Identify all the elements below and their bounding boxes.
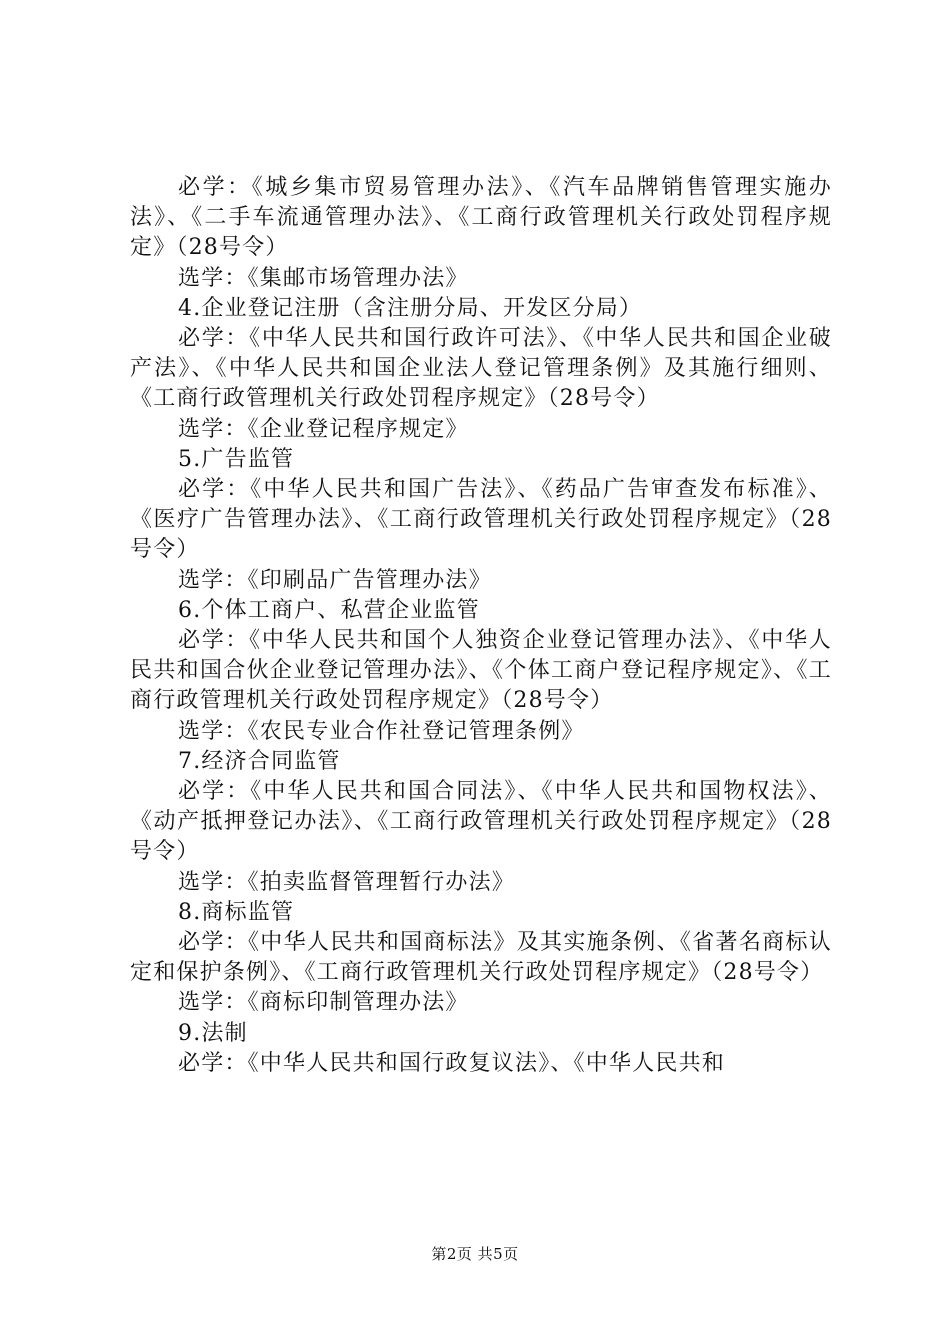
paragraph-required-market: 必学：《城乡集市贸易管理办法》、《汽车品牌销售管理实施办法》、《二手车流通管理办法》、《工商行政管理机关行政处罚程序规定》（28号令） bbox=[130, 175, 832, 261]
heading-legal: 9.法制 bbox=[178, 1020, 248, 1046]
paragraph-optional-individual: 选学：《农民专业合作社登记管理条例》 bbox=[178, 718, 585, 744]
heading-individual-private: 6.个体工商户、私营企业监管 bbox=[178, 597, 480, 623]
heading-enterprise-registration: 4.企业登记注册（含注册分局、开发区分局） bbox=[178, 295, 643, 321]
paragraph-optional-market: 选学：《集邮市场管理办法》 bbox=[178, 265, 469, 291]
heading-trademark: 8.商标监管 bbox=[178, 899, 295, 925]
paragraph-required-advertising: 必学：《中华人民共和国广告法》、《药品广告审查发布标准》、《医疗广告管理办法》、《工商行政管理机关行政处罚程序规定》（28号令） bbox=[130, 477, 832, 563]
paragraph-required-individual: 必学：《中华人民共和国个人独资企业登记管理办法》、《中华人民共和国合伙企业登记管理办法》、《个体工商户登记程序规定》、《工商行政管理机关行政处罚程序规定》（28号令） bbox=[130, 628, 832, 714]
paragraph-optional-enterprise: 选学：《企业登记程序规定》 bbox=[178, 416, 469, 442]
paragraph-required-enterprise: 必学：《中华人民共和国行政许可法》、《中华人民共和国企业破产法》、《中华人民共和国企业法人登记管理条例》及其施行细则、《工商行政管理机关行政处罚程序规定》（28号令） bbox=[130, 326, 832, 412]
paragraph-required-legal: 必学：《中华人民共和国行政复议法》、《中华人民共和 bbox=[178, 1050, 726, 1076]
page-number-footer: 第2页 共5页 bbox=[431, 1245, 519, 1263]
document-body bbox=[130, 173, 832, 1079]
paragraph-optional-advertising: 选学：《印刷品广告管理办法》 bbox=[178, 567, 492, 593]
paragraph-optional-contract: 选学：《拍卖监督管理暂行办法》 bbox=[178, 869, 516, 895]
paragraph-required-trademark: 必学：《中华人民共和国商标法》及其实施条例、《省著名商标认定和保护条例》、《工商行政管理机关行政处罚程序规定》（28号令） bbox=[130, 930, 832, 986]
paragraph-optional-trademark: 选学：《商标印制管理办法》 bbox=[178, 990, 469, 1016]
heading-advertising: 5.广告监管 bbox=[178, 446, 295, 472]
heading-contract: 7.经济合同监管 bbox=[178, 748, 341, 774]
paragraph-required-contract: 必学：《中华人民共和国合同法》、《中华人民共和国物权法》、《动产抵押登记办法》、《工商行政管理机关行政处罚程序规定》（28号令） bbox=[130, 779, 832, 865]
